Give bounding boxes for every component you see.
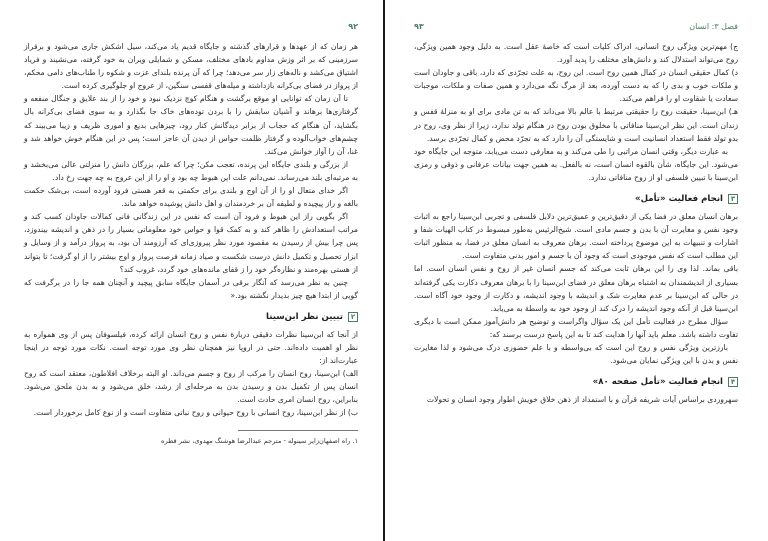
right-page: [384, 0, 768, 541]
section-heading: [414, 377, 738, 387]
section-heading: [24, 312, 358, 322]
footnote: ۱. راه اصفهان‌زایر سینوله - مترجم عبدالرضا هوشنگ مهدوی، نشر قطره: [161, 436, 358, 445]
paragraph: د) کمال حقیقی انسان در کمال همین روح است. این روح، به علت تجرّدی که دارد، باقی و جاودان است و ملکات خوب و بدی را که به دست آورده، بعد از مرگ نگه می‌دارد و همین صفات و ملکات، موجبات سعادت یا شقاوت او را فراهم می‌کند.: [414, 68, 738, 104]
paragraph: ج) مهم‌ترین ویژگی روح انسانی، ادراک کلیات است که خاصهٔ عقل است. به دلیل وجود همین ویژگی، روح می‌تواند استدلال کند و دانش‌های مختلف را پدید آورد.: [414, 42, 738, 65]
paragraph: به عبارت دیگر، وقتی انسان مراتبی را طی می‌کند و به معارفی دست می‌یابد، متوجه این جایگاه خود می‌شود. این جایگاه، شأن بالقوه انسان است، نه بالفعل. به همین جهت بیانات عرفانی و ذوقی و رمزی ابن‌سینا با تبیین فلسفی او از روح منافاتی ندارد.: [414, 146, 738, 182]
paragraph: اگر بگویی راز این هبوط و فرود آن است که نفس در این زندگانی فانی کمالات جاودان کسب کند و مراتب استعدادش را ظاهر کند و به کمک قوا و حواس خود معلوماتی بسیار را در ذهن و اندیشه بیندوزد، پس چرا بیش از رسیدن به مقصود مورد نظر پیروزی‌ای که آرزومند آن بود، به پرواز درآمد و از وسایل و ابزار تحصیل و تکمیل دانش درست شکست و صیاد زمانه فرصت پرواز و اوج بیشتر را از او گرفت؛ تا بتواند از هستی بهره‌مند و نظاره‌گر خود را ز قفای مانده‌های خود گردد، غروب کند؟: [24, 212, 358, 274]
paragraph: از بزرگی و بلندی جایگاه این پرنده، تعجب مکن؛ چرا که علم، بزرگان دانش را منزلتی عالی می‌بخشد و به مرتبه‌ای بلند می‌رساند. نمی‌دانم علت این هبوط چه بود و او را از این عروج به چه جهت رخ داد.: [24, 159, 358, 182]
page-number: ۹۲: [348, 21, 358, 31]
paragraph: چنین به نظر می‌رسد که آنگار برقی در آسمان جایگاه سابق پیچید و آنچنان همه جا را در برگرفت که گویی از ابتدا هیچ چیز بدیدار نگشته بود.«: [24, 277, 358, 300]
section-title: انجام فعالیت «تأمل صفحه ۸۰»: [592, 377, 723, 388]
paragraph: از آنجا که ابن‌سینا نظرات دقیقی دربارهٔ نفس و روح انسان ارائه کرده، فیلسوفان پس از وی همواره به نظر او اهمیت داده‌اند. حتی در اروپا نیز همچنان نظر وی مورد توجه است. نکات مورد توجه در اینجا عبارت‌اند از:: [24, 329, 358, 366]
chapter-title: فصل ۳: انسان: [689, 21, 738, 31]
section-title: انجام فعالیت «تأمل»: [635, 194, 723, 205]
paragraph: هـ) ابن‌سینا، حقیقت روح را حقیقتی مرتبط با عالم بالا می‌داند که به تن مادی برای او به منزلهٔ قفس و زندان است. این نظر ابن‌سینا منافاتی با مخلوق بودن روح در هنگام تولد ندارد، زیرا از نظر وی، روح در بدو تولد فقط استعداد انسانیت است و شایستگی آن را دارد که به تجرّد محض و کمال تجرّدی برسد.: [414, 107, 738, 143]
section-number-box: ۴: [728, 377, 738, 387]
paragraph: ب) از نظر ابن‌سینا، روح انسانی با روح حیوانی و روح نباتی متفاوت است و از نوع کامل برخوردار است.: [33, 408, 358, 418]
paragraph: سؤال مطرح در فعالیت تأمل این یک سؤال واگراست و توضیح هر دانش‌آموز ممکن است با دیگری تفاوت داشته باشد. معلم باید آنها را هدایت کند تا به این پاسخ درست برسند که:: [414, 316, 738, 339]
page-number: ۹۳: [414, 21, 424, 31]
paragraph: تا آن زمان که توانایی او موقع برگشت و هنگام کوچ نزدیک نبود و خود را از بند علایق و جنگال منفعه و گرفتاری‌ها برهاند و آشیان سابقش را با بردن توده‌های خاک جا بگذارد و به سوی فضای بی‌کرانه بال بگشاید، آن هنگام که حجاب از برابر دیدگانش کنار رود، چیزهایی بدیع و اموری ظریف و زیبا می‌بیند که چشم‌های خواب‌آلوده و گرفتار ظلمت حواس از دیدن آن عاجز است؛ پس در این هنگام خوش خواهد شد و غنا، آن را آواز خوانش می‌کند.: [24, 94, 358, 156]
section-number-box: ۲: [348, 312, 358, 322]
paragraph: اگر خدای متعال او را از آن اوج و بلندی برای حکمتی به قعر هستی فرود آورده است، بی‌شک حکمت بالغه و راز پیچیده و لطیفه آن بر خردمندان و اهل دانش پوشیده خواهد ماند.: [24, 186, 358, 209]
section-heading: [414, 194, 738, 204]
right-running-head: [414, 20, 738, 32]
section-number-box: ۳: [728, 194, 738, 204]
left-running-head: [24, 20, 358, 32]
paragraph: هر زمان که از عهدها و قرارهای گذشته و جایگاه قدیم یاد می‌کند، سیل اشکش جاری می‌شود و برفراز سرزمینی که بر اثر وزش مداوم بادهای مختلف، مسکن و شمایلی ویران به خود گرفته، می‌نشیند و فریاد اشتیاق می‌کشد و ناله‌های زار سر می‌دهد؛ چرا که آن پرنده بلندای عزت و شکوه را طناب‌های دامی محکم، از پرواز در فضای بی‌کرانه بازداشته و میله‌های قفسی سنگین، از عروج او جلوگیری کرده است.: [24, 42, 358, 91]
paragraph: برهان انسان معلق در فضا یکی از دقیق‌ترین و عمیق‌ترین دلایل فلسفی و تجربی ابن‌سینا راجع به اثبات وجود نفس و مغایرت آن با بدن و جسم مادی است. شیخ‌الرئیس به‌طور مبسوط در کتاب الهیات شفا و اشارات و تنبیهات به این موضوع پرداخته است. برهان معروف به انسان معلق در فضا، به منظور اثبات این مطلب است که نفس موجودی است که وجود آن با جسم و امور بدنی متفاوت است.: [414, 212, 738, 261]
paragraph: سهروردی براساس آیات شریفه قرآن و با استمداد از ذهن خلاق خویش اطوار وجود انسان و تحولات: [426, 395, 738, 405]
section-title: تبیین نظر ابن‌سینا: [265, 311, 343, 322]
paragraph: باقی بماند. لذا وی را این برهان ثابت می‌کند که جسم انسان غیر از روح و نفس انسان است. اما بسیاری از اندیشمندان به اشتباه برهان معلق در فضای ابن‌سینا را با برهان معروف دکارت یکی گرفته‌اند در حالی که ابن‌سینا بر عدم مغایرت شک و اندیشه با وجود اندیشه، و دکارت از وجود خود آگاه است. ابن‌سینا قبل از آنکه وجود اندیشه را درک کند از وجود خود به واسطهٔ به می‌یابد.: [414, 264, 738, 313]
paragraph: الف) ابن‌سینا، روح انسان را مرکب از روح و جسم می‌داند. او البته برخلاف افلاطون، معتقد است که روح انسان پس از تکمیل بدن و رسیدن بدن به مرحله‌ای از رشد، خلق می‌شود و به بدن ملحق می‌شود. بنابراین، روح انسان امری حادث است.: [24, 369, 358, 405]
footnote-divider: [238, 430, 358, 431]
paragraph: بارزترین ویژگی نفس و روح این است که بی‌واسطه و با علم حضوری درک می‌شود و لذا مغایرت نفس و بدن با این ویژگی نمایان می‌شود.: [414, 342, 738, 366]
